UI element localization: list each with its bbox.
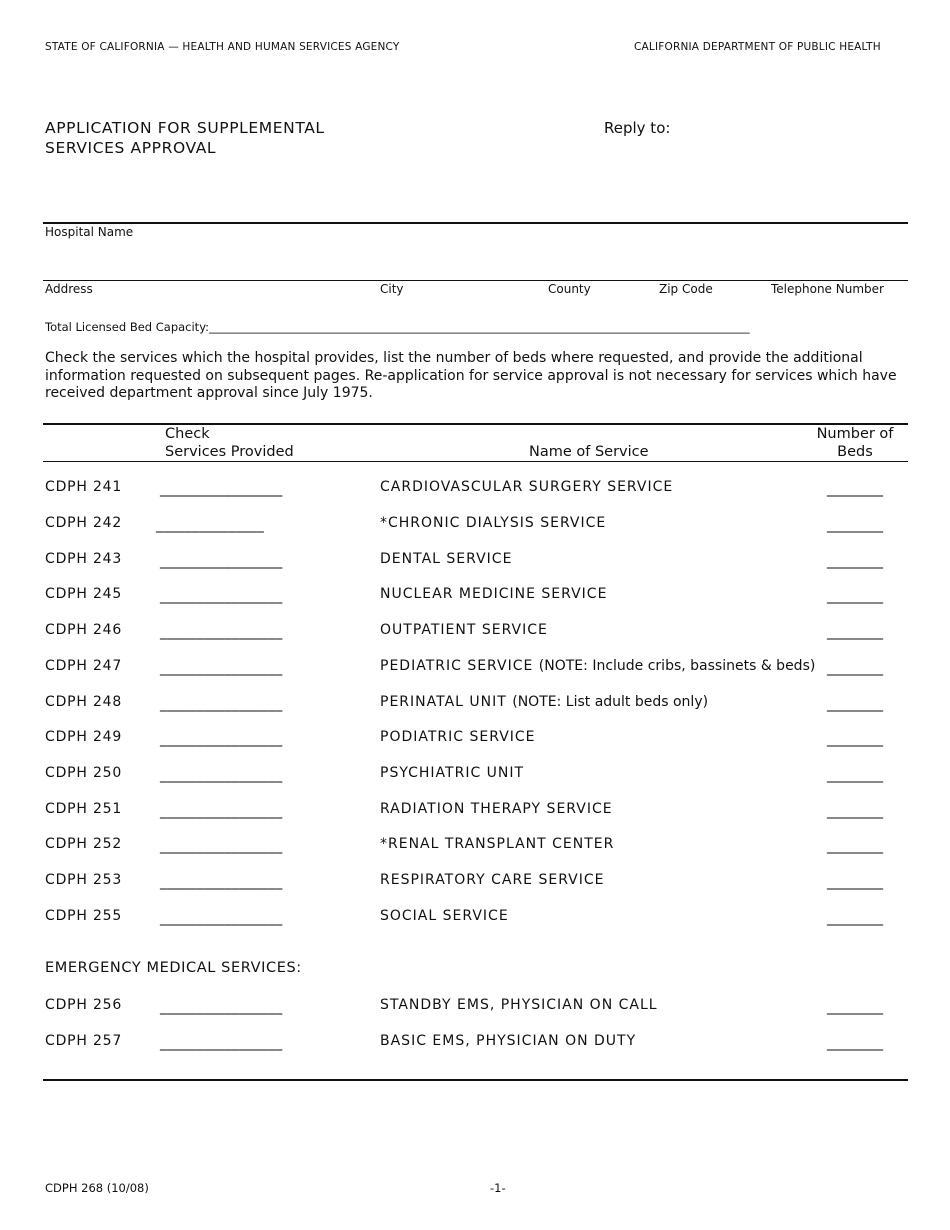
row-beds-blank[interactable]: ________ [827, 660, 883, 676]
row-service-name [380, 765, 524, 781]
service-name: RESPIRATORY CARE SERVICE [380, 872, 605, 888]
row-service-name [380, 622, 548, 638]
row-code: CDPH 246 [45, 622, 123, 638]
row-beds-blank[interactable]: ________ [827, 874, 883, 890]
agency-header-right: CALIFORNIA DEPARTMENT OF PUBLIC HEALTH [634, 41, 881, 53]
row-service-name [380, 997, 658, 1013]
row-beds-blank[interactable]: ________ [827, 517, 883, 533]
row-check-blank[interactable]: _________________ [160, 696, 283, 712]
service-name: *RENAL TRANSPLANT CENTER [380, 836, 615, 852]
row-beds-blank[interactable]: ________ [827, 767, 883, 783]
ems-heading: EMERGENCY MEDICAL SERVICES: [45, 960, 302, 976]
zip-code-label: Zip Code [659, 282, 713, 296]
page-number: -1- [490, 1181, 506, 1195]
row-service-name [380, 1033, 636, 1049]
row-beds-blank[interactable]: ________ [827, 588, 883, 604]
row-check-blank[interactable]: _______________ [156, 517, 264, 533]
hospital-name-label: Hospital Name [45, 225, 134, 239]
service-name: *CHRONIC DIALYSIS SERVICE [380, 515, 607, 531]
service-note: (NOTE: List adult beds only) [512, 694, 709, 710]
row-service-name [380, 479, 673, 495]
row-beds-blank[interactable]: ________ [827, 696, 883, 712]
row-check-blank[interactable]: _________________ [160, 803, 283, 819]
row-beds-blank[interactable]: ________ [827, 999, 883, 1015]
table-header-divider [43, 461, 908, 462]
row-check-blank[interactable]: _________________ [160, 999, 283, 1015]
service-name: OUTPATIENT SERVICE [380, 622, 548, 638]
row-code: CDPH 247 [45, 658, 123, 674]
row-code: CDPH 248 [45, 694, 123, 710]
form-id: CDPH 268 (10/08) [45, 1181, 149, 1195]
row-check-blank[interactable]: _________________ [160, 731, 283, 747]
row-check-blank[interactable]: _________________ [160, 838, 283, 854]
telephone-label: Telephone Number [771, 282, 884, 296]
row-beds-blank[interactable]: ________ [827, 910, 883, 926]
row-code: CDPH 242 [45, 515, 123, 531]
row-code: CDPH 256 [45, 997, 123, 1013]
service-name: PERINATAL UNIT [380, 694, 513, 710]
address-label: Address [45, 282, 93, 296]
col-header-service: Name of Service [529, 444, 649, 460]
row-code: CDPH 245 [45, 586, 123, 602]
row-service-name [380, 551, 512, 567]
row-code: CDPH 249 [45, 729, 123, 745]
service-name: DENTAL SERVICE [380, 551, 513, 567]
service-name: BASIC EMS, PHYSICIAN ON DUTY [380, 1033, 637, 1049]
service-name: PEDIATRIC SERVICE [380, 658, 539, 674]
service-name: PODIATRIC SERVICE [380, 729, 536, 745]
row-service-name [380, 658, 815, 674]
instructions-paragraph: Check the services which the hospital provides, list the number of beds where requested, and provide the additional information requested on subsequent pages. Re-application for service approval is not necessary for services which have received department approval since July 1975. [45, 350, 897, 401]
row-beds-blank[interactable]: ________ [827, 553, 883, 569]
row-service-name [380, 872, 604, 888]
service-name: NUCLEAR MEDICINE SERVICE [380, 586, 608, 602]
service-name: PSYCHIATRIC UNIT [380, 765, 525, 781]
col-header-beds-line2: Beds [837, 444, 873, 460]
row-service-name [380, 908, 509, 924]
service-note: (NOTE: Include cribs, bassinets & beds) [538, 658, 816, 674]
city-label: City [380, 282, 404, 296]
col-header-beds-line1: Number of [816, 426, 894, 442]
row-code: CDPH 251 [45, 801, 123, 817]
row-code: CDPH 253 [45, 872, 123, 888]
row-check-blank[interactable]: _________________ [160, 767, 283, 783]
service-name: CARDIOVASCULAR SURGERY SERVICE [380, 479, 674, 495]
row-check-blank[interactable]: _________________ [160, 874, 283, 890]
row-service-name [380, 801, 613, 817]
form-title [45, 118, 325, 158]
col-header-check-line1: Check [165, 426, 210, 442]
row-service-name [380, 515, 606, 531]
col-header-check-line2: Services Provided [165, 444, 294, 460]
row-check-blank[interactable]: _________________ [160, 588, 283, 604]
col-header-beds [810, 425, 900, 461]
row-code: CDPH 241 [45, 479, 123, 495]
row-service-name [380, 586, 607, 602]
row-code: CDPH 243 [45, 551, 123, 567]
row-beds-blank[interactable]: ________ [827, 1035, 883, 1051]
table-bottom-divider [43, 1079, 908, 1081]
row-check-blank[interactable]: _________________ [160, 624, 283, 640]
row-check-blank[interactable]: _________________ [160, 1035, 283, 1051]
row-beds-blank[interactable]: ________ [827, 624, 883, 640]
row-code: CDPH 257 [45, 1033, 123, 1049]
row-code: CDPH 252 [45, 836, 123, 852]
address-divider [43, 280, 908, 281]
service-name: STANDBY EMS, PHYSICIAN ON CALL [380, 997, 658, 1013]
row-check-blank[interactable]: _________________ [160, 553, 283, 569]
row-check-blank[interactable]: _________________ [160, 481, 283, 497]
county-label: County [548, 282, 591, 296]
row-service-name [380, 729, 536, 745]
row-beds-blank[interactable]: ________ [827, 803, 883, 819]
row-service-name [380, 836, 614, 852]
row-beds-blank[interactable]: ________ [827, 731, 883, 747]
col-header-check [165, 425, 294, 461]
agency-header-left: STATE OF CALIFORNIA — HEALTH AND HUMAN SERVICES AGENCY [45, 41, 400, 53]
reply-to-label: Reply to: [604, 119, 671, 137]
service-name: SOCIAL SERVICE [380, 908, 509, 924]
row-service-name [380, 694, 708, 710]
row-beds-blank[interactable]: ________ [827, 481, 883, 497]
row-beds-blank[interactable]: ________ [827, 838, 883, 854]
row-check-blank[interactable]: _________________ [160, 660, 283, 676]
top-divider [43, 222, 908, 224]
row-check-blank[interactable]: _________________ [160, 910, 283, 926]
bed-capacity-field: Total Licensed Bed Capacity:______________________________________________________________________________________________ [45, 320, 750, 334]
form-title-line1: APPLICATION FOR SUPPLEMENTAL [45, 119, 325, 137]
row-code: CDPH 250 [45, 765, 123, 781]
service-name: RADIATION THERAPY SERVICE [380, 801, 613, 817]
row-code: CDPH 255 [45, 908, 123, 924]
form-title-line2: SERVICES APPROVAL [45, 139, 217, 157]
